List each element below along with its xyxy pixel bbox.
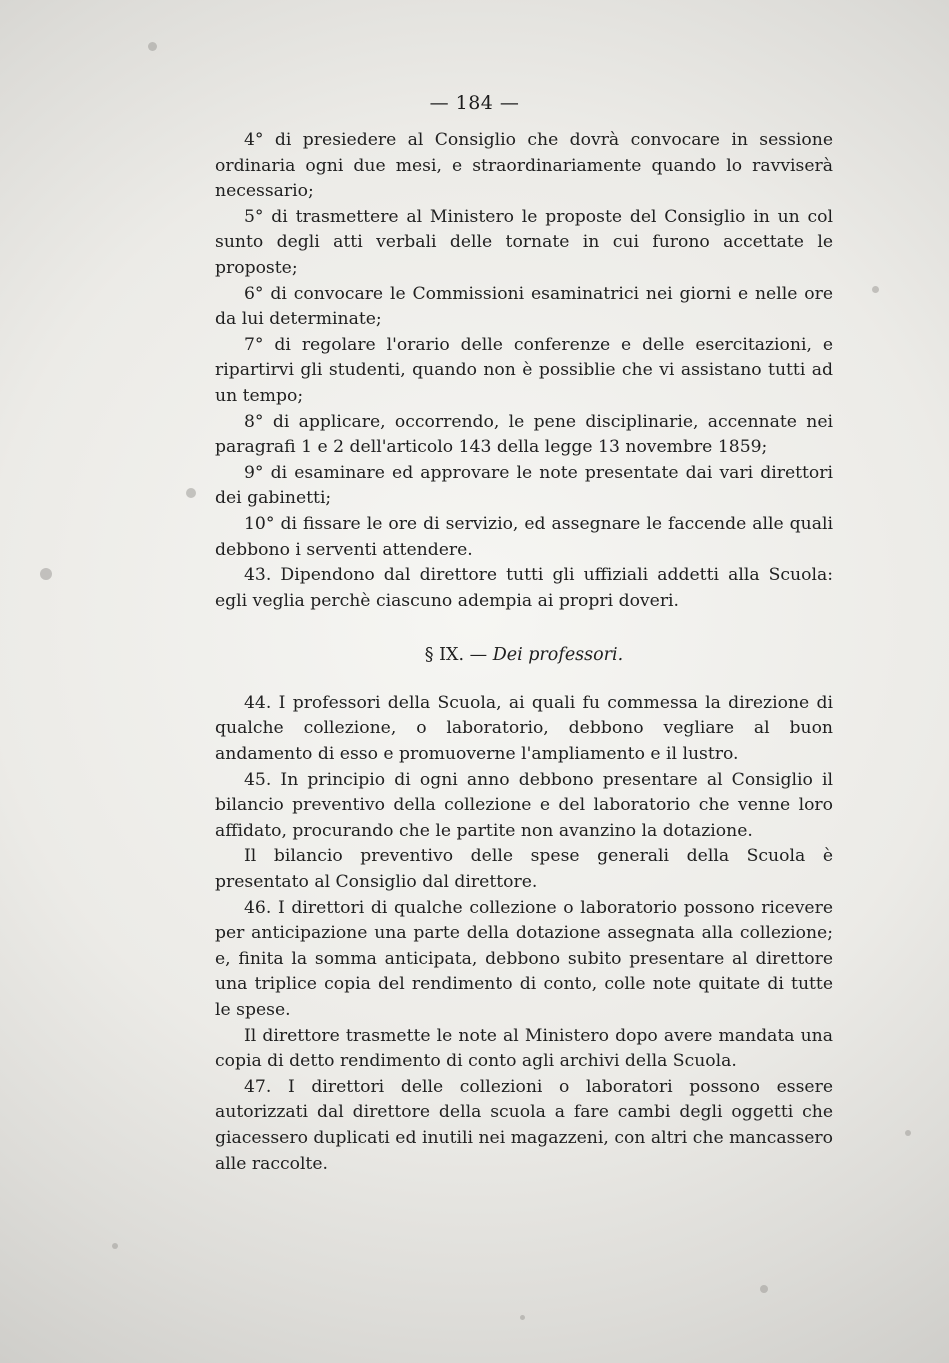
paragraph: 46. I direttori di qualche collezione o laboratorio possono ricevere per anticipazione una parte della dotazione assegnata alla collezione; e, finita la somma anticipata, debbono subito presentare al direttore una triplice copia del rendimento di conto, colle note quitate di tutte le spese.: [215, 897, 833, 1020]
paragraph: 5° di trasmettere al Ministero le proposte del Consiglio in un col sunto degli atti verbali delle tornate in cui furono accettate le proposte;: [215, 206, 833, 278]
paper-speck: [872, 286, 879, 293]
page-number: — 184 —: [429, 92, 520, 114]
paragraph: 8° di applicare, occorrendo, le pene disciplinarie, accennate nei paragrafi 1 e 2 dell'articolo 143 della legge 13 novembre 1859;: [215, 411, 833, 458]
paragraph: 44. I professori della Scuola, ai quali fu commessa la direzione di qualche collezione, o laboratorio, debbono vegliare al buon andamento di esso e promuoverne l'ampliamento e il lustro.: [215, 692, 833, 765]
paper-speck: [905, 1130, 911, 1136]
paragraph: 4° di presiedere al Consiglio che dovrà convocare in sessione ordinaria ogni due mesi, e straordinariamente quando lo ravviserà necessario;: [215, 130, 833, 202]
section-heading: [215, 643, 833, 669]
paper-speck: [520, 1315, 525, 1320]
paper-speck: [148, 42, 157, 51]
paragraph: 10° di fissare le ore di servizio, ed assegnare le faccende alle quali debbono i serventi attendere.: [215, 513, 833, 560]
paper-speck: [112, 1243, 118, 1249]
paragraph: Il direttore trasmette le note al Ministero dopo avere mandata una copia di detto rendimento di conto agli archivi della Scuola.: [215, 1025, 833, 1072]
paragraph: 9° di esaminare ed approvare le note presentate dai vari direttori dei gabinetti;: [215, 462, 833, 509]
paragraph: 6° di convocare le Commissioni esaminatrici nei giorni e nelle ore da lui determinate;: [215, 283, 833, 330]
body-text: [215, 128, 833, 1177]
paragraph: 43. Dipendono dal direttore tutti gli uffiziali addetti alla Scuola: egli veglia perchè ciascuno adempia ai propri doveri.: [215, 565, 833, 611]
paragraph: 7° di regolare l'orario delle conferenze e delle esercitazioni, e ripartirvi gli studenti, quando non è possiblie che vi assistano tutti ad un tempo;: [215, 334, 833, 406]
paper-speck: [760, 1285, 768, 1293]
section-number: § IX. —: [424, 645, 488, 666]
paragraph: 47. I direttori delle collezioni o laboratori possono essere autorizzati dal direttore della scuola a fare cambi degli oggetti che giacessero duplicati ed inutili nei magazzeni, con altri che mancassero alle raccolte.: [215, 1076, 833, 1174]
paper-speck: [40, 568, 52, 580]
paragraph: Il bilancio preventivo delle spese generali della Scuola è presentato al Consiglio dal direttore.: [215, 846, 833, 893]
paragraph: 45. In principio di ogni anno debbono presentare al Consiglio il bilancio preventivo della collezione e del laboratorio che venne loro affidato, procurando che le partite non avanzino la dotazione.: [215, 769, 833, 841]
paper-speck: [186, 488, 196, 498]
section-title: Dei professori.: [492, 645, 624, 666]
